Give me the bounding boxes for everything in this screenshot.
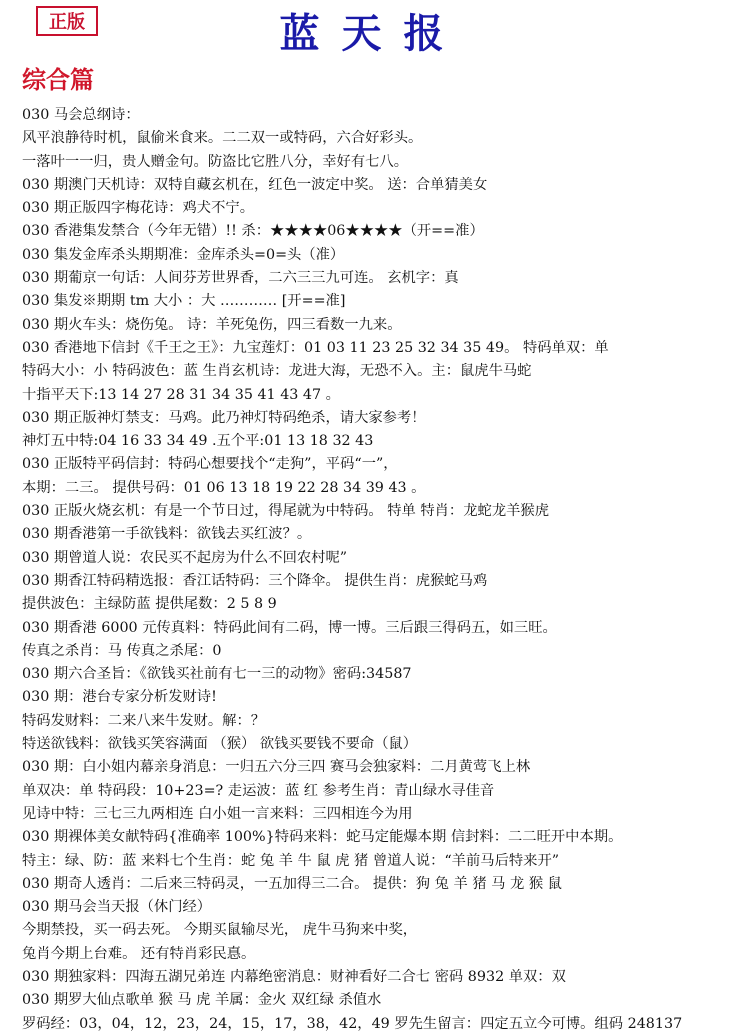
text-line: 提供波色：主绿防蓝 提供尾数：2 5 8 9 xyxy=(22,596,277,613)
text-line: 030 期裸体美女献特码{准确率 100%}特码来料：蛇马定能爆本期 信封料：二二旺开中本期。 xyxy=(22,829,623,846)
text-line: 030 集发金库杀头期期准：金库杀头=0=头（准） xyxy=(22,246,345,263)
text-line: 030 正版火烧玄机：有是一个节日过，得尾就为中特码。 特单 特肖：龙蛇龙羊猴虎 xyxy=(22,503,550,520)
text-line: 一落叶一一归，贵人赠金句。防盗比它胜八分，幸好有七八。 xyxy=(22,153,409,170)
text-line: 罗码经：03，04，12，23，24，15，17，38，42，49 罗先生留言：四定五立今可博。组码 248137 xyxy=(22,1015,683,1032)
text-line: 030 期正版神灯禁支：马鸡。此乃神灯特码绝杀，请大家参考！ xyxy=(22,409,426,426)
text-line: 风平浪静待时机，鼠偷米食来。二二双一或特码，六合好彩头。 xyxy=(22,130,423,147)
newspaper-title: 蓝天报 xyxy=(279,10,466,57)
text-line: 030 期香港第一手欲钱料：欲钱去买红波？。 xyxy=(22,526,312,543)
text-line: 030 期马会当天报（休门经） xyxy=(22,899,212,916)
text-line: 传真之杀肖：马 传真之杀尾：0 xyxy=(22,642,222,659)
text-line: 030 期火车头：烧伤兔。 诗：羊死兔伤，四三看数一九来。 xyxy=(22,316,402,333)
text-line: 030 期香港 6000 元传真料：特码此间有二码，博一博。三后跟三得码五，如三旺。 xyxy=(22,619,557,636)
text-line: 神灯五中特:04 16 33 34 49 .五个平:01 13 18 32 43 xyxy=(22,433,374,450)
text-line: 单双决：单 特码段：10+23=? 走运波：蓝 红 参考生肖：青山绿水寻佳音 xyxy=(22,782,495,799)
text-line: 030 集发※期期 tm 大小 ：大 ………… [开==准] xyxy=(22,293,346,310)
text-line: 兔肖今期上台难。 还有特肖彩民惪。 xyxy=(22,945,256,962)
text-line: 特主：绿、防：蓝 来料七个生肖：蛇 兔 羊 牛 鼠 虎 猪 曾道人说：“羊前马后特来开” xyxy=(22,852,560,869)
text-line: 030 香港地下信封《千王之王》：九宝莲灯：01 03 11 23 25 32 34 35 49。 特码单双：单 xyxy=(22,339,609,356)
text-line: 030 期正版四字梅花诗：鸡犬不宁。 xyxy=(22,200,254,217)
text-line: 030 香港集发禁合（今年无错）!! 杀：★★★★06★★★★（开==准） xyxy=(22,223,484,240)
text-line: 本期：二三。 提供号码：01 06 13 18 19 22 28 34 39 43 。 xyxy=(22,479,426,496)
text-line: 030 期葡京一句话：人间芬芳世界香，二六三三九可连。 玄机字：真 xyxy=(22,270,459,287)
section-heading: 综合篇 xyxy=(22,65,94,94)
text-line: 特码发财料：二来八来牛发财。解：？ xyxy=(22,712,266,729)
text-line: 030 期：白小姐内幕亲身消息：一归五六分三四 赛马会独家料：二月黄莺飞上林 xyxy=(22,759,531,776)
text-line: 今期禁投，买一码去死。 今期买鼠输尽光， 虎牛马狗来中奖， xyxy=(22,922,418,939)
text-line: 030 期独家料：四海五湖兄弟连 内幕绝密消息：财神看好二合七 密码 8932 单双：双 xyxy=(22,968,566,985)
text-line: 030 期：港台专家分析发财诗! xyxy=(22,689,217,706)
text-line: 030 期曾道人说：农民买不起房为什么不回农村呢” xyxy=(22,549,348,566)
genuine-stamp: 正版 xyxy=(36,6,98,36)
text-line: 见诗中特：三七三九两相连 白小姐一言来料：三四相连今为用 xyxy=(22,805,413,822)
text-line: 特码大小：小 特码波色：蓝 生肖玄机诗：龙进大海，无恐不入。主：鼠虎牛马蛇 xyxy=(22,363,532,380)
content-lines xyxy=(22,104,737,1036)
text-line: 030 期奇人透肖：二后来三特码灵，一五加得三二合。 提供：狗 兔 羊 猪 马 龙 猴 鼠 xyxy=(22,875,562,892)
text-line: 030 期罗大仙点歌单 猴 马 虎 羊属：金火 双红绿 杀值水 xyxy=(22,992,382,1009)
text-line: 030 期香江特码精选报：香江话特码：三个降伞。 提供生肖：虎猴蛇马鸡 xyxy=(22,572,488,589)
text-line: 030 正版特平码信封：特码心想要找个“走狗”，平码“一”， xyxy=(22,456,398,473)
text-line: 030 期六合圣旨：《欲钱买社前有七一三的动物》密码:34587 xyxy=(22,666,412,683)
text-line: 030 马会总纲诗： xyxy=(22,107,140,123)
text-line: 十指平天下:13 14 27 28 31 34 35 41 43 47 。 xyxy=(22,386,340,403)
text-line: 030 期澳门天机诗：双特自藏玄机在，红色一波定中奖。 送：合单猜美女 xyxy=(22,176,488,193)
text-line: 特送欲钱料：欲钱买笑容满面 （猴） 欲钱买要钱不要命（鼠） xyxy=(22,736,418,753)
